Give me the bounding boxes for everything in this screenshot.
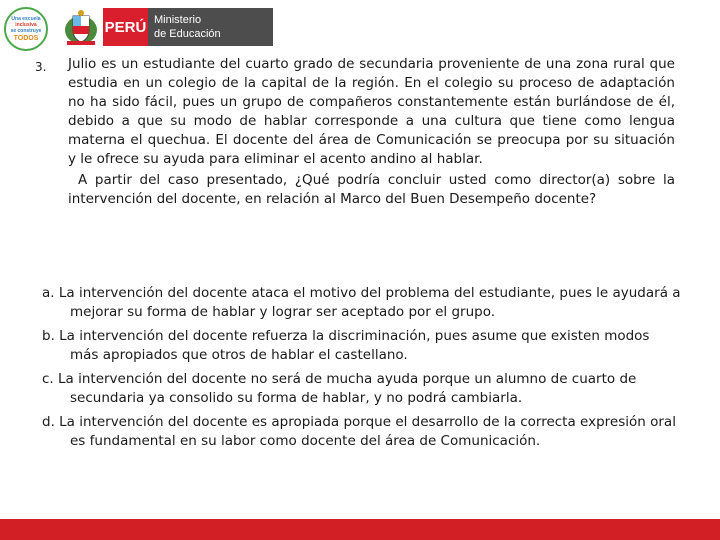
question-body: Julio es un estudiante del cuarto grado de secundaria proveniente de una zona rural que estudia en un colegio de la capital de la región. En el colegio su proceso de adaptación no ha sido fácil, pues un grupo de compañeros constantemente están burlándose de él, debido a que su modo de hablar corresponde a una cultura que tiene como lengua materna el quechua. El docente del área de Comunicación se preocupa por su situación y le ofrece su ayuda para eliminar el acento andino al hablar.	[68, 56, 675, 167]
question-prompt: A partir del caso presentado, ¿Qué podría concluir usted como director(a) sobre la intervención del docente, en relación al Marco del Buen Desempeño docente?	[68, 172, 675, 207]
logo-text-line-4: TODOS	[13, 34, 39, 42]
national-shield-icon	[64, 6, 98, 46]
logo-text-line-2: inclusiva	[15, 21, 37, 28]
answer-option-a[interactable]: a. La intervención del docente ataca el motivo del problema del estudiante, pues le ayudará a mejorar su forma de hablar y lograr ser aceptado por el grupo.	[42, 285, 681, 320]
bottom-accent-bar	[0, 519, 720, 540]
question-number: 3.	[35, 60, 47, 74]
answer-option-b[interactable]: b. La intervención del docente refuerza la discriminación, pues asume que existen modos más apropiados que otros de hablar el castellano.	[42, 328, 650, 363]
answer-option-d[interactable]: d. La intervención del docente es apropiada porque el desarrollo de la correcta expresión oral es fundamental en su labor como docente del área de Comunicación.	[42, 414, 676, 449]
inclusive-school-logo	[4, 7, 48, 51]
logo-text-line-1: Una escuela	[11, 15, 41, 22]
peru-label: PERÚ	[104, 18, 147, 36]
logo-text-line-3: se construye	[10, 27, 42, 34]
peru-brand-box	[103, 8, 148, 46]
ministry-brand-box	[148, 8, 273, 46]
ministry-line-2: de Educación	[154, 28, 221, 40]
answer-option-c[interactable]: c. La intervención del docente no será de mucha ayuda porque un alumno de cuarto de secundaria ya consolido su forma de hablar, y no podrá cambiarla.	[42, 371, 637, 406]
ministry-line-1: Ministerio	[154, 14, 202, 26]
question-block	[35, 55, 675, 209]
answer-options	[42, 284, 682, 456]
